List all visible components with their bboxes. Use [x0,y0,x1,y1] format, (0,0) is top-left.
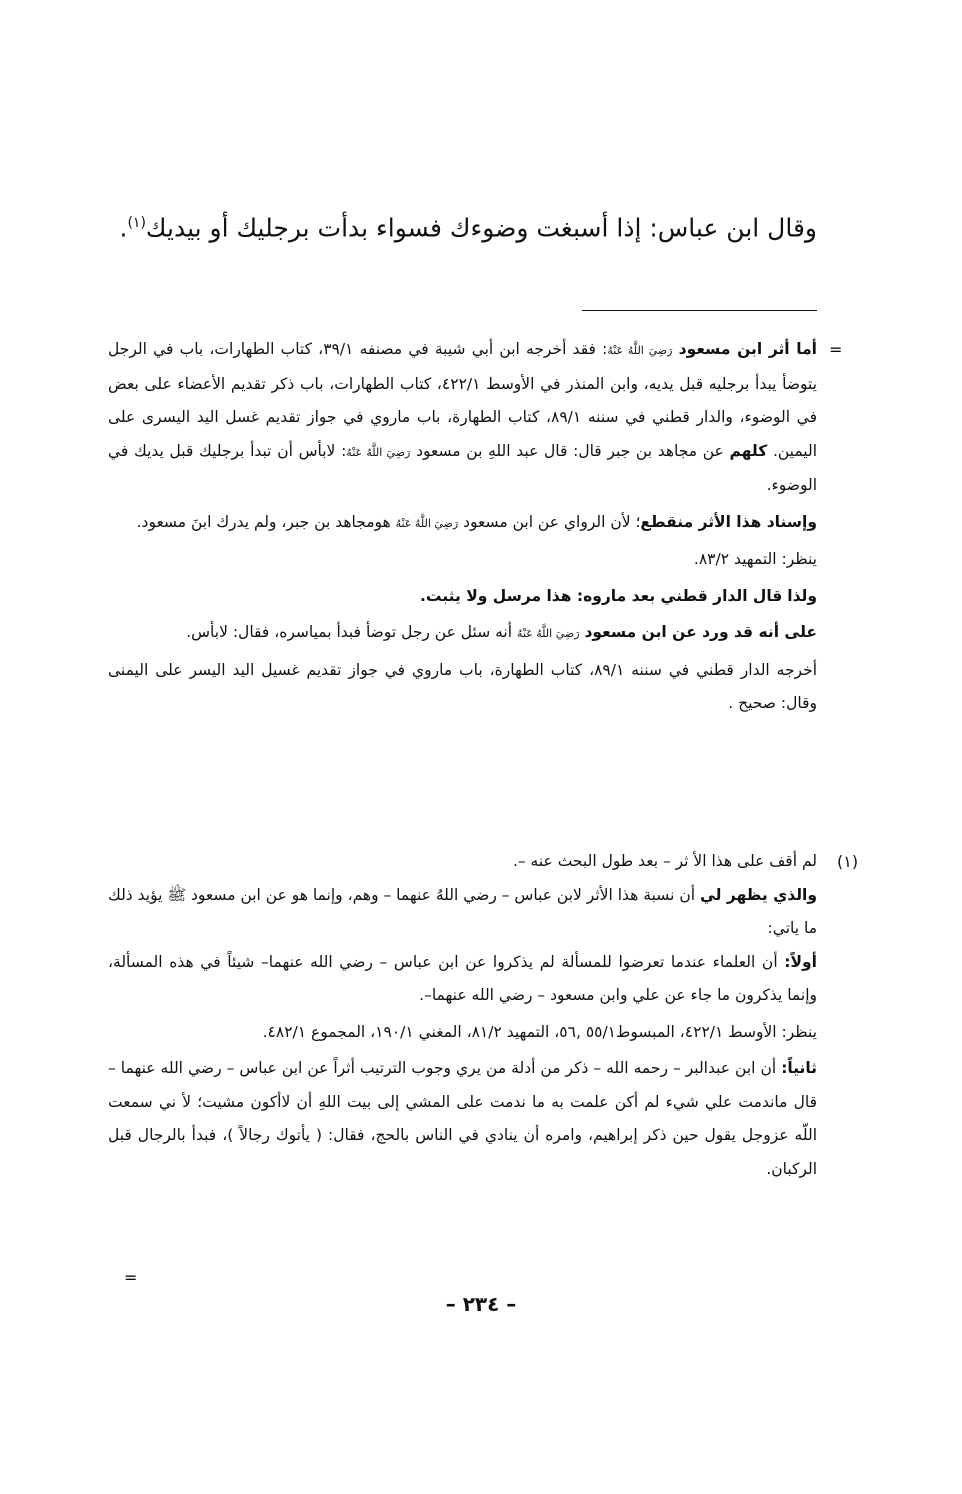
footnote-1-marker: (١) [837,852,859,871]
bold-lead: على أنه قد ورد عن ابن مسعود [584,623,817,641]
footnote-1-paragraph-4: ينظر: الأوسط ٤٢٢/١، المبسوط٥٥/١ ,٥٦، التمهيد ٨١/٢، المغني ١٩٠/١، المجموع ٤٨٢/١. [262,1022,817,1041]
continuation-paragraph-3: ينظر: التمهيد ٨٣/٢. [693,550,817,568]
continuation-paragraph-4 [108,580,817,614]
bold-lead: ثانياً: [781,1059,817,1077]
footnote-separator [582,310,817,311]
bold-lead: كلهم [729,441,768,460]
footnote-1 [108,845,859,1186]
paragraph-text: أن نسبة هذا الأثر لابن عباس – رضي اللهُ عنهما – وهم، وإنما هو عن ابن مسعود [191,885,696,904]
honorific-glyph: رَضِيَ اللَّهُ عَنْهُ [346,445,411,459]
paragraph-text: هومجاهد بن جبر، ولم يدرك ابنَ مسعود. [136,512,391,531]
continuation-paragraph-5 [108,616,817,651]
honorific-glyph: رَضِيَ اللَّهُ عَنْهُ [395,516,459,530]
footnote-continuation [108,333,843,721]
footnote-1-paragraph-2 [108,879,817,946]
continuation-paragraph-6: أخرجه الدار قطني في سننه ٨٩/١، كتاب الطهارة، باب ماروي في جواز تقديم غسيل اليد اليسر على اليمنى وقال: صحيح . [108,660,818,712]
bold-lead: أولاً: [784,952,817,971]
paragraph-text: ؛ لأن الرواي عن ابن مسعود [463,512,641,531]
paragraph-text: أن العلماء عندما تعرضوا للمسألة لم يذكروا عن ابن عباس – رضي الله عنهما– شيئاً في هذه المسألة، وإنما يذكرون ما جاء عن علي وابن مسعود – رضي الله عنهما–. [108,952,817,1004]
footnote-reference[interactable]: (١) [127,215,146,231]
honorific-glyph: رَضِيَ اللَّهُ عَنْهُ [516,627,580,640]
continuation-paragraph-1 [108,333,817,503]
paragraph-text: يؤيد ذلك ما ياتي: [108,885,817,937]
main-text-end: . [119,213,128,243]
honorific-glyph: ﷺ [167,885,187,904]
footnote-1-paragraph-3 [108,946,817,1013]
bold-lead: أما أثر ابن مسعود [678,340,817,358]
footnote-1-paragraph-1: لم أقف على هذا الأ ثر – بعد طول البحث عنه –. [512,852,817,870]
paragraph-text: قال الدار قطني بعد ماروه: هذا مرسل ولا يثبت. [420,586,783,605]
page-number: – ٢٣٤ – [445,1292,517,1316]
main-text-body: وقال ابن عباس: إذا أسبغت وضوءك فسواء بدأت برجليك أو بيديك [145,213,817,243]
continuation-paragraph-2 [108,506,817,541]
paragraph-text: : لابأس أن تبدأ برجليك قبل يديك في الوضوء. [108,441,817,494]
bold-lead: ولذا [787,586,817,605]
honorific-glyph: رَضِيَ اللَّهُ عَنْهُ [607,344,673,357]
continuation-marker: = [829,340,843,359]
main-paragraph [105,200,817,251]
footnote-1-paragraph-5 [108,1052,817,1186]
paragraph-text: عن مجاهد بن جبر قال: قال عبد اللهِ بن مسعود [416,441,724,460]
paragraph-text: أن ابن عبدالبر – رحمه الله – ذكر من أدلة من يري وجوب الترتيب أثراً عن ابن عباس – رضي الله عنهما – قال ماندمت علي شيء لم أكن علمت به ما ندمت على المشي إلى بيت اللهِ أن لاأكون مشيت؛ لأ ني سمعت اللّه عزوجل يقول حين ذكر إبراهيم، وامره أن ينادي في الناس بالحج، فقال: ( يأتوك رجالاً )، فبدأ بالرجال قبل الركبان. [108,1059,817,1178]
paragraph-text: أنه سئل عن رجل توضأ فبدأ بمياسره، فقال: لابأس. [186,623,513,641]
bold-lead: والذي يظهر لي [699,885,818,904]
bold-lead: وإسناد هذا الأثر منقطع [640,512,817,531]
paragraph-text: : فقد أخرجه ابن أبي شيبة في مصنفه ٣٩/١، كتاب الطهارات، باب في الرجل يتوضأ يبدأ برجليه قبل يديه، وابن المنذر في الأوسط ٤٢٢/١، كتاب الطهارات، باب ذكر تقديم الأعضاء على بعض في الوضوء، والدار قطني في سننه ٨٩/١، كتاب الطهارة، باب ماروي في جواز تقديم غسل اليد اليسرى على اليمين. [108,340,818,460]
continued-marker: = [124,1268,138,1287]
